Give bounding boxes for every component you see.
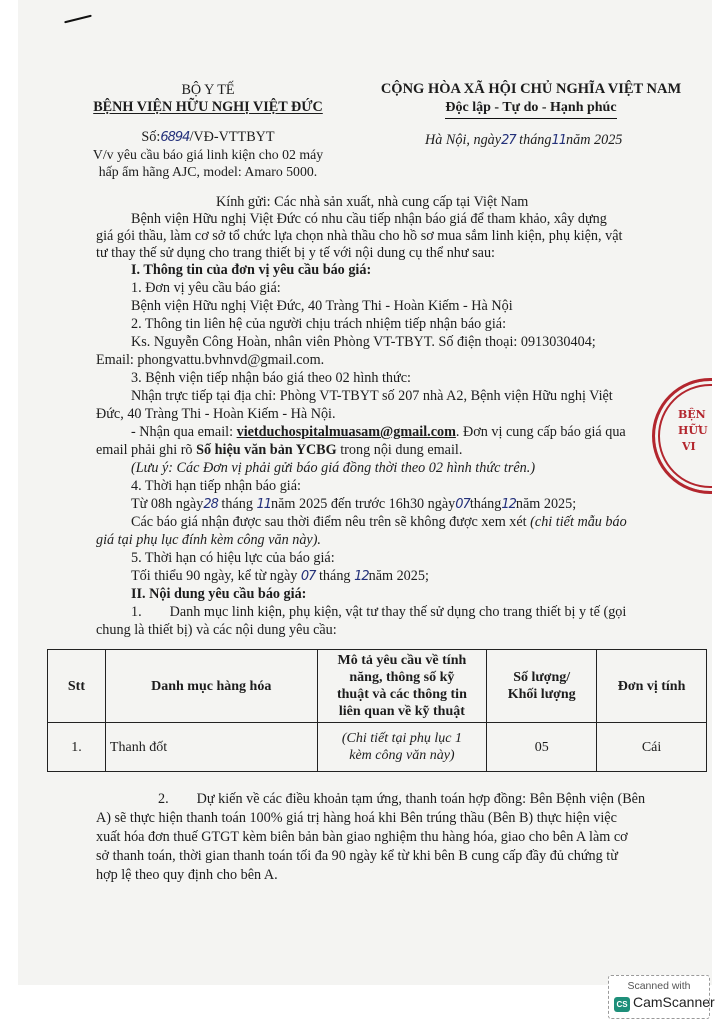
- country-name: CỘNG HÒA XÃ HỘI CHỦ NGHĨA VIỆT NAM: [380, 81, 682, 97]
- items-table: [47, 649, 707, 772]
- section-1-title: I. Thông tin của đơn vị yêu cầu báo giá:: [131, 262, 372, 278]
- cell-item-name: Thanh đốt: [105, 723, 317, 772]
- stamp-text: BỆN: [678, 408, 706, 421]
- s1-item-4-period: Từ 08h ngày28 tháng 11năm 2025 đến trước 16h30 ngày07tháng12năm 2025;: [131, 496, 577, 512]
- stamp-text: HỮU: [678, 424, 708, 437]
- cell-unit: Cái: [597, 723, 707, 772]
- s1-item-3-email-requirement: email phải ghi rõ Số hiệu văn bản YCBG trong nội dung email.: [96, 442, 463, 458]
- purchase-email-link[interactable]: vietduchospitalmuasam@gmail.com: [236, 424, 456, 440]
- watermark-caption: Scanned with: [627, 980, 691, 992]
- header-quantity: Số lượng/ Khối lượng: [487, 650, 597, 723]
- cell-description: (Chi tiết tại phụ lục 1 kèm công văn này): [317, 723, 487, 772]
- s1-item-4-late: Các báo giá nhận được sau thời điểm nêu trên sẽ không được xem xét (chi tiết mẫu báo: [131, 514, 627, 530]
- greeting: Kính gửi: Các nhà sản xuất, nhà cung cấp tại Việt Nam: [216, 194, 529, 210]
- issuer-header: [78, 82, 338, 116]
- s2-item-1-cont: chung là thiết bị) và các nội dung yêu cầu:: [96, 622, 337, 638]
- s1-item-3-direct: Đức, 40 Tràng Thi - Hoàn Kiếm - Hà Nội.: [96, 406, 336, 422]
- watermark-brand: CamScanner: [633, 994, 715, 1010]
- s1-item-2-email: Email: phongvattu.bvhnvd@gmail.com.: [96, 352, 325, 368]
- header-stt: Stt: [48, 650, 106, 723]
- s2-item-2: 2. Dự kiến về các điều khoản tạm ứng, thanh toán hợp đồng: Bên Bệnh viện (Bên: [158, 791, 646, 807]
- s1-item-1-value: Bệnh viện Hữu nghị Việt Đức, 40 Tràng Thi - Hoàn Kiếm - Hà Nội: [131, 298, 513, 314]
- header-unit: Đơn vị tính: [597, 650, 707, 723]
- pen-mark: [64, 15, 92, 24]
- s1-item-3: 3. Bệnh viện tiếp nhận báo giá theo 02 hình thức:: [131, 370, 411, 386]
- national-motto: Độc lập - Tự do - Hạnh phúc: [445, 99, 616, 119]
- national-header: [336, 80, 712, 119]
- intro-line: tư thay thế sử dụng cho trang thiết bị y tế với nội dung cụ thể như sau:: [96, 245, 495, 261]
- document-date: Hà Nội, ngày27 tháng11năm 2025: [425, 132, 623, 148]
- cell-quantity: 05: [487, 723, 597, 772]
- s1-item-2-value: Ks. Nguyễn Công Hoàn, nhân viên Phòng VT-TBYT. Số điện thoại: 0913030404;: [131, 334, 596, 350]
- s2-item-1: 1. Danh mục linh kiện, phụ kiện, vật tư thay thế sử dụng cho trang thiết bị y tế (gọi: [131, 604, 627, 620]
- camscanner-watermark: [608, 975, 715, 1019]
- header-item-name: Danh mục hàng hóa: [105, 650, 317, 723]
- section-2-title: II. Nội dung yêu cầu báo giá:: [131, 586, 307, 602]
- s1-item-4: 4. Thời hạn tiếp nhận báo giá:: [131, 478, 301, 494]
- s2-item-2-line: hợp lệ theo quy định cho bên A.: [96, 867, 278, 883]
- s1-item-3-note: (Lưu ý: Các Đơn vị phải gửi báo giá đồng thời theo 02 hình thức trên.): [131, 460, 536, 476]
- hospital-name: BỆNH VIỆN HỮU NGHỊ VIỆT ĐỨC: [93, 99, 323, 115]
- table-row: [48, 723, 707, 772]
- s1-item-2: 2. Thông tin liên hệ của người chịu trách nhiệm tiếp nhận báo giá:: [131, 316, 507, 332]
- s1-item-5-validity: Tối thiểu 90 ngày, kể từ ngày 07 tháng 12năm 2025;: [131, 568, 429, 584]
- s1-item-5: 5. Thời hạn có hiệu lực của báo giá:: [131, 550, 335, 566]
- s2-item-2-line: A) sẽ thực hiện thanh toán 100% giá trị hàng hoá khi Bên trúng thầu (Bên B) thực hiện việc: [96, 810, 617, 826]
- stamp-text: VI: [682, 440, 696, 453]
- header-description: Mô tả yêu cầu về tính năng, thông số kỹ thuật và các thông tin liên quan về kỹ thuật: [317, 650, 487, 723]
- s1-item-3-direct: Nhận trực tiếp tại địa chỉ: Phòng VT-TBYT số 207 nhà A2, Bệnh viện Hữu nghị Việt: [131, 388, 613, 404]
- table-header-row: [48, 650, 707, 723]
- cell-stt: 1.: [48, 723, 106, 772]
- intro-line: Bệnh viện Hữu nghị Việt Đức có nhu cầu tiếp nhận báo giá để tham khảo, xây dựng: [131, 211, 607, 227]
- s2-item-2-line: sở thanh toán, thời gian thanh toán tối đa 90 ngày kể từ khi bên B cung cấp đầy đủ chứng từ: [96, 848, 618, 864]
- s1-item-4-late-cont: giá tại phụ lục đính kèm công văn này).: [96, 532, 321, 548]
- s1-item-3-email-line: - Nhận qua email: vietduchospitalmuasam@gmail.com. Đơn vị cung cấp báo giá qua: [131, 424, 626, 440]
- s2-item-2-line: xuất hóa đơn thuế GTGT kèm biên bản bàn giao nghiệm thu hàng hóa, giao cho bên A làm cơ: [96, 829, 628, 845]
- document-number: Số:6894/VĐ-VTTBYT: [141, 129, 275, 145]
- ministry-name: BỘ Y TẾ: [181, 82, 235, 98]
- intro-line: giá gói thầu, làm cơ sở tổ chức lựa chọn nhà thầu cho hồ sơ mua sắm linh kiện, phụ kiện, vật: [96, 228, 623, 244]
- s1-item-1: 1. Đơn vị yêu cầu báo giá:: [131, 280, 281, 296]
- camscanner-logo-icon: CS: [614, 997, 630, 1012]
- document-subject: V/v yêu cầu báo giá linh kiện cho 02 máy hấp ẩm hãng AJC, model: Amaro 5000.: [92, 147, 324, 179]
- scanned-document-page: [18, 0, 712, 985]
- handwritten-doc-number: 6894: [160, 130, 190, 145]
